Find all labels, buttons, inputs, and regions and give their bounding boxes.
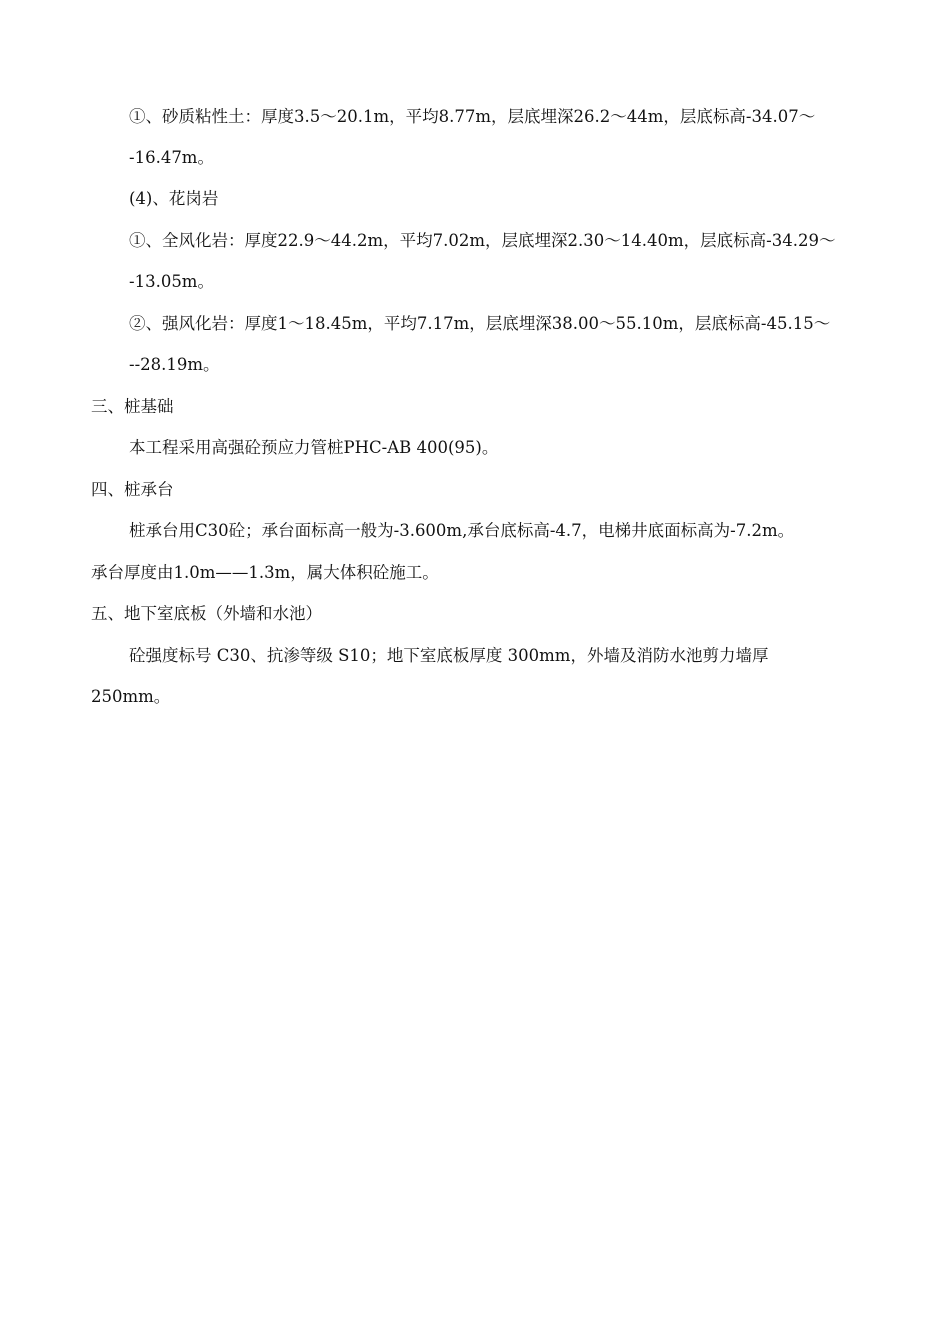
paragraph-line: --28.19m。 xyxy=(129,355,220,374)
paragraph-line: ①、砂质粘性土：厚度3.5～20.1m，平均8.77m，层底埋深26.2～44m，层底标高-34.07～ xyxy=(129,107,816,126)
paragraph-line: -16.47m。 xyxy=(129,148,214,167)
section-heading: 三、桩基础 xyxy=(91,397,174,416)
paragraph-line: 砼强度标号 C30、抗渗等级 S10；地下室底板厚度 300mm，外墙及消防水池剪力墙厚 xyxy=(129,646,769,665)
paragraph-line: 本工程采用高强砼预应力管桩PHC-AB 400(95)。 xyxy=(129,438,499,457)
paragraph-line: ②、强风化岩：厚度1～18.45m，平均7.17m，层底埋深38.00～55.10m，层底标高-45.15～ xyxy=(129,314,831,333)
paragraph-line: 承台厚度由1.0m——1.3m，属大体积砼施工。 xyxy=(91,563,439,582)
paragraph-line: 桩承台用C30砼；承台面标高一般为-3.600m,承台底标高-4.7，电梯井底面标高为-7.2m。 xyxy=(129,521,795,540)
section-heading: (4)、花岗岩 xyxy=(129,189,219,208)
paragraph-line: 250mm。 xyxy=(91,687,171,706)
section-heading: 四、桩承台 xyxy=(91,480,174,499)
section-heading: 五、地下室底板（外墙和水池） xyxy=(91,604,322,623)
paragraph-line: -13.05m。 xyxy=(129,272,214,291)
paragraph-line: ①、全风化岩：厚度22.9～44.2m，平均7.02m，层底埋深2.30～14.40m，层底标高-34.29～ xyxy=(129,231,836,250)
